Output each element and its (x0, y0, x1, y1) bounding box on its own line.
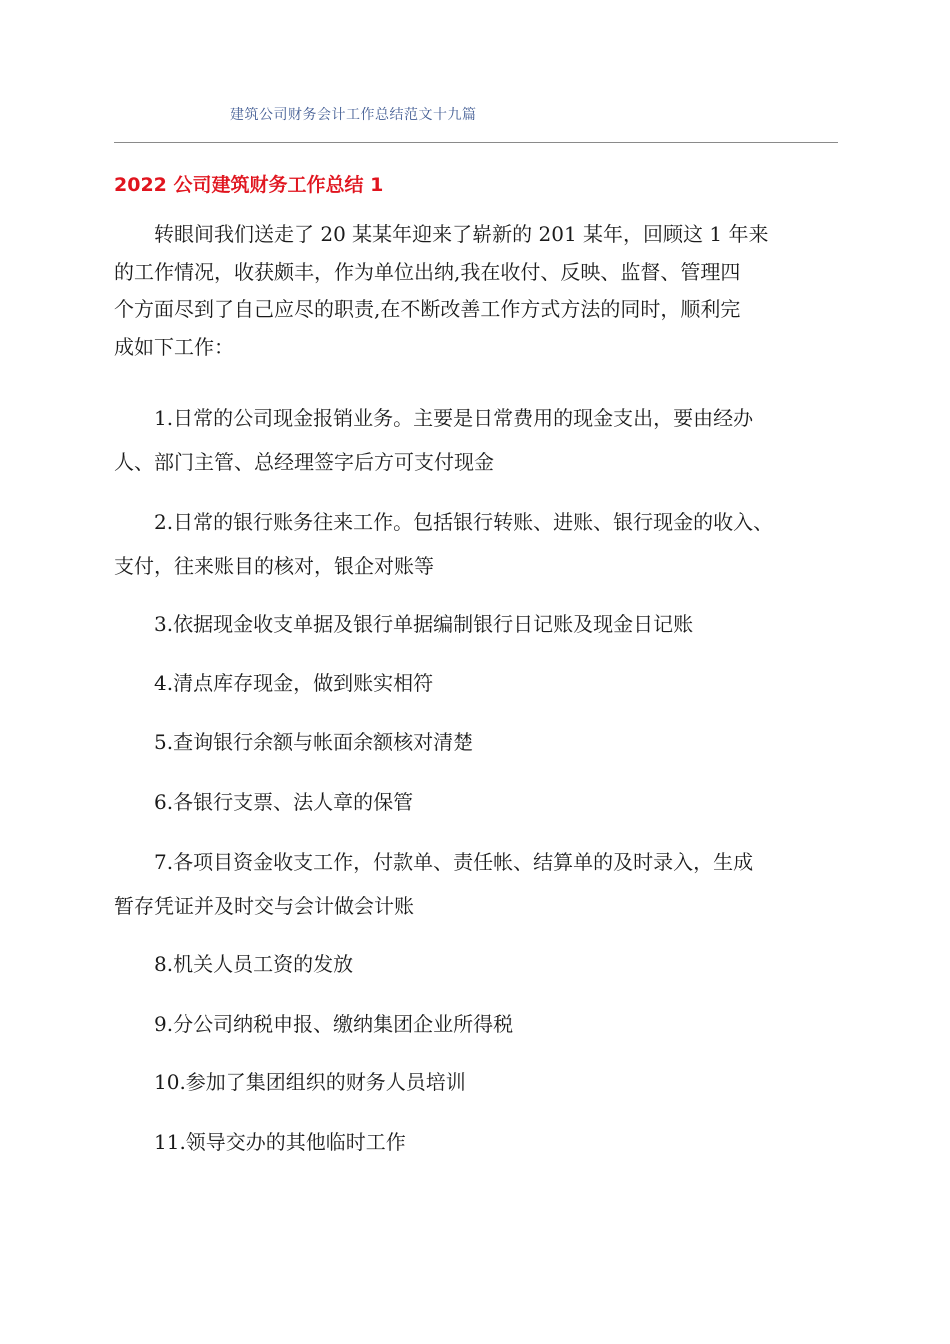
list-item (114, 720, 854, 764)
list-item-line: 暂存凭证并及时交与会计做会计账 (114, 894, 414, 918)
intro-paragraph (114, 216, 834, 366)
list-item-line: 9.分公司纳税申报、缴纳集团企业所得税 (114, 1012, 514, 1036)
paragraph-line: 转眼间我们送走了 20 某某年迎来了崭新的 201 某年，回顾这 1 年来 (114, 222, 769, 246)
paragraph-line: 成如下工作： (114, 334, 234, 359)
list-item-line: 8.机关人员工资的发放 (114, 952, 354, 976)
header-divider (114, 142, 838, 143)
list-item-line: 支付，往来账目的核对，银企对账等 (114, 554, 434, 578)
list-item-line: 7.各项目资金收支工作，付款单、责任帐、结算单的及时录入，生成 (114, 850, 754, 874)
list-item-line: 4.清点库存现金，做到账实相符 (114, 671, 434, 695)
list-item-line: 2.日常的银行账务往来工作。包括银行转账、进账、银行现金的收入、 (114, 510, 774, 534)
list-item (114, 1120, 854, 1164)
list-item (114, 780, 854, 824)
list-item (114, 661, 854, 705)
list-item (114, 500, 854, 588)
list-item (114, 396, 854, 484)
list-item-line: 3.依据现金收支单据及银行单据编制银行日记账及现金日记账 (114, 612, 694, 636)
paragraph-line: 个方面尽到了自己应尽的职责,在不断改善工作方式方法的同时，顺利完 (114, 297, 741, 321)
list-item-line: 1.日常的公司现金报销业务。主要是日常费用的现金支出，要由经办 (114, 406, 754, 430)
list-item-line: 5.查询银行余额与帐面余额核对清楚 (114, 730, 474, 754)
list-item (114, 840, 854, 928)
paragraph-line: 的工作情况，收获颇丰，作为单位出纳,我在收付、反映、监督、管理四 (114, 259, 741, 284)
list-item-line: 6.各银行支票、法人章的保管 (114, 790, 414, 814)
list-item-line: 人、部门主管、总经理签字后方可支付现金 (114, 450, 494, 474)
list-item (114, 942, 854, 986)
document-title: 2022 公司建筑财务工作总结 1 (114, 174, 384, 196)
list-item (114, 602, 854, 646)
list-item (114, 1002, 854, 1046)
list-item-line: 11.领导交办的其他临时工作 (114, 1130, 406, 1154)
list-item (114, 1060, 854, 1104)
list-item-line: 10.参加了集团组织的财务人员培训 (114, 1070, 466, 1094)
running-header: 建筑公司财务会计工作总结范文十九篇 (230, 107, 477, 123)
